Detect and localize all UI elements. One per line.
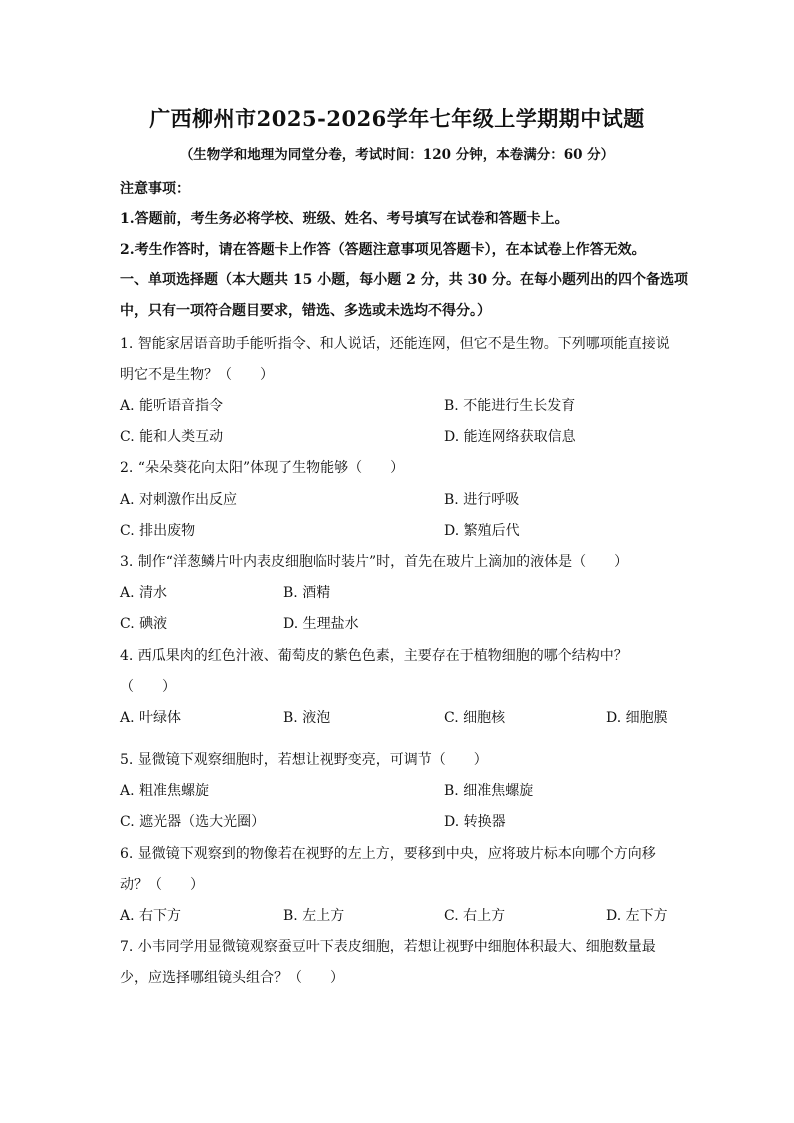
question-1-option-a: A. 能听语音指令 — [120, 398, 224, 414]
question-5-option-d: D. 转换器 — [444, 814, 506, 830]
question-4-option-c: C. 细胞核 — [444, 710, 506, 726]
question-4-option-a: A. 叶绿体 — [120, 710, 182, 726]
section-heading-line-1: 一、单项选择题（本大题共 15 小题，每小题 2 分，共 30 分。在每小题列出的四个备选项 — [120, 272, 688, 288]
question-2-line-1: 2. “朵朵葵花向太阳”体现了生物能够（ ） — [120, 460, 405, 476]
question-6-option-b: B. 左上方 — [283, 908, 345, 924]
question-3-option-c: C. 碘液 — [120, 616, 168, 632]
question-4-line-2: （ ） — [120, 679, 176, 695]
question-5-option-a: A. 粗准焦螺旋 — [120, 783, 210, 799]
question-6-option-d: D. 左下方 — [606, 908, 668, 924]
question-1-option-c: C. 能和人类互动 — [120, 429, 224, 445]
question-3-option-b: B. 酒精 — [283, 585, 331, 601]
question-4-option-d: D. 细胞膜 — [606, 710, 668, 726]
section-heading-line-2: 中，只有一项符合题目要求，错选、多选或未选均不得分。） — [120, 303, 491, 319]
question-7-line-2: 少，应选择哪组镜头组合？（ ） — [120, 970, 344, 986]
question-1-option-b: B. 不能进行生长发育 — [444, 398, 576, 414]
question-1-line-1: 1. 智能家居语音助手能听指令、和人说话，还能连网，但它不是生物。下列哪项能直接说 — [120, 336, 670, 352]
notice-item-2: 2.考生作答时，请在答题卡上作答（答题注意事项见答题卡），在本试卷上作答无效。 — [120, 242, 646, 258]
question-4-line-1: 4. 西瓜果肉的红色汁液、葡萄皮的紫色色素，主要存在于植物细胞的哪个结构中？ — [120, 648, 628, 664]
question-3-option-a: A. 清水 — [120, 585, 168, 601]
notice-item-1: 1.答题前，考生务必将学校、班级、姓名、考号填写在试卷和答题卡上。 — [120, 211, 569, 227]
question-2-option-c: C. 排出废物 — [120, 523, 196, 539]
question-3-option-d: D. 生理盐水 — [283, 616, 359, 632]
question-5-line-1: 5. 显微镜下观察细胞时，若想让视野变亮，可调节（ ） — [120, 752, 488, 768]
question-2-option-d: D. 繁殖后代 — [444, 523, 520, 539]
question-7-line-1: 7. 小韦同学用显微镜观察蚕豆叶下表皮细胞，若想让视野中细胞体积最大、细胞数量最 — [120, 939, 656, 955]
question-1-line-2: 明它不是生物？（ ） — [120, 367, 274, 383]
question-5-option-b: B. 细准焦螺旋 — [444, 783, 534, 799]
question-5-option-c: C. 遮光器（选大光圈） — [120, 814, 266, 830]
question-4-option-b: B. 液泡 — [283, 710, 331, 726]
page-subtitle: （生物学和地理为同堂分卷，考试时间：120 分钟，本卷满分：60 分） — [179, 147, 615, 163]
question-6-option-c: C. 右上方 — [444, 908, 506, 924]
question-6-line-1: 6. 显微镜下观察到的物像若在视野的左上方，要移到中央，应将玻片标本向哪个方向移 — [120, 846, 656, 862]
question-6-line-2: 动？（ ） — [120, 877, 204, 893]
question-3-line-1: 3. 制作“洋葱鳞片叶内表皮细胞临时装片”时，首先在玻片上滴加的液体是（ ） — [120, 554, 629, 570]
notice-heading: 注意事项： — [120, 181, 190, 197]
question-2-option-b: B. 进行呼吸 — [444, 492, 520, 508]
page-title: 广西柳州市2025-2026学年七年级上学期期中试题 — [149, 106, 645, 131]
question-6-option-a: A. 右下方 — [120, 908, 182, 924]
question-1-option-d: D. 能连网络获取信息 — [444, 429, 576, 445]
question-2-option-a: A. 对刺激作出反应 — [120, 492, 238, 508]
